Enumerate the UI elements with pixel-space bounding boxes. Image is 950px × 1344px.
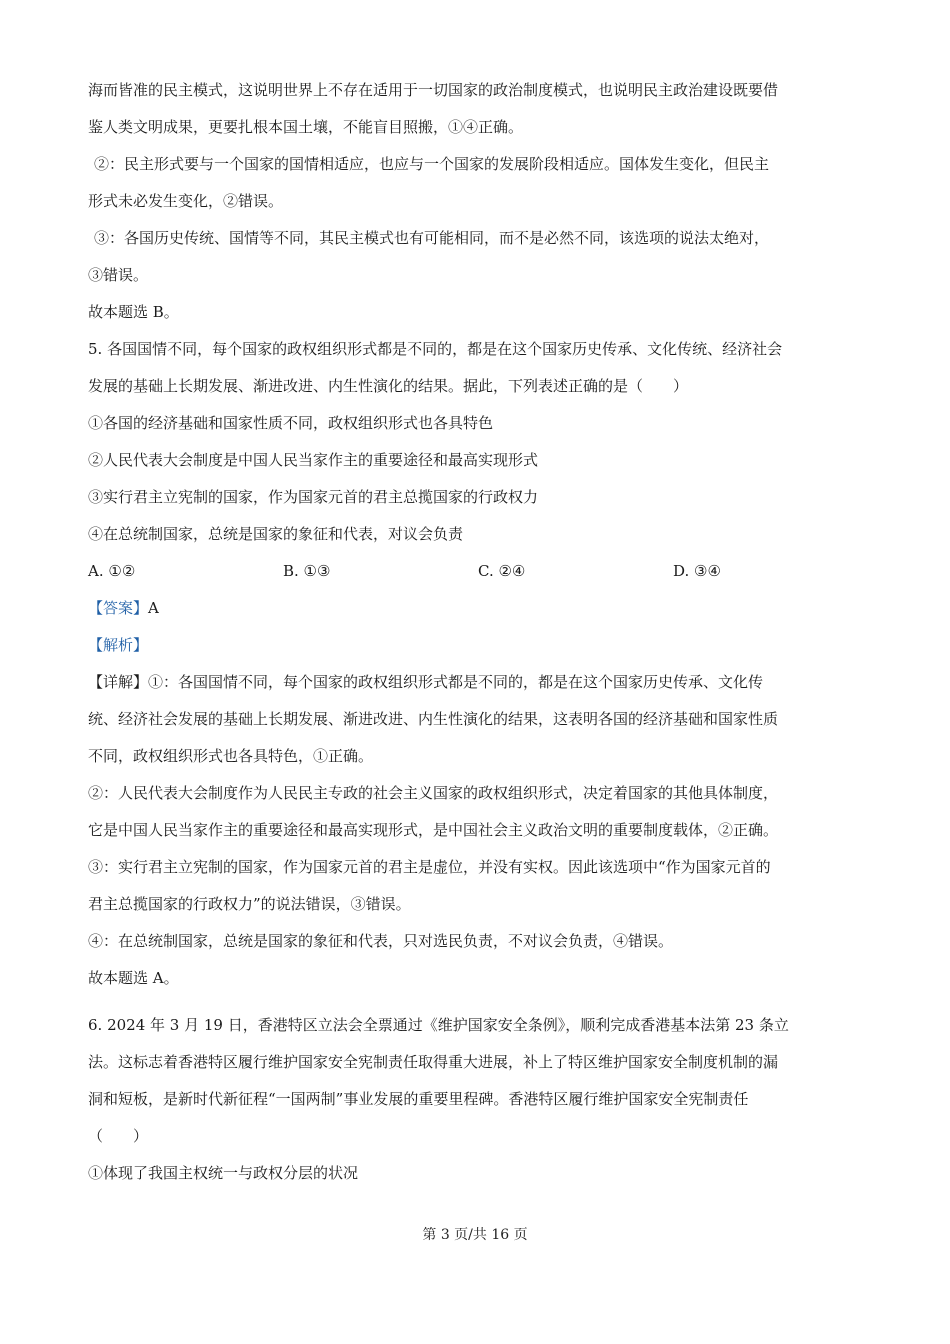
option-b: B. ①③ — [283, 562, 331, 580]
question-5-stem: 5. 各国国情不同，每个国家的政权组织形式都是不同的，都是在这个国家历史传承、文化传统、经济社会 — [88, 340, 783, 358]
page-footer: 第 3 页/共 16 页 — [422, 1227, 528, 1243]
text-line: 海而皆准的民主模式，这说明世界上不存在适用于一切国家的政治制度模式，也说明民主政治建设既要借 — [88, 81, 779, 99]
detail-line: 君主总揽国家的行政权力”的说法错误，③错误。 — [88, 895, 411, 913]
text-line: ②：民主形式要与一个国家的国情相适应，也应与一个国家的发展阶段相适应。国体发生变化，但民主 — [94, 155, 770, 173]
option-c: C. ②④ — [478, 562, 526, 580]
answer-value: A — [148, 599, 159, 617]
question-6-stem: 洞和短板，是新时代新征程“一国两制”事业发展的重要里程碑。香港特区履行维护国家安全宪制责任 — [88, 1090, 749, 1108]
question-6-stem: 6. 2024 年 3 月 19 日，香港特区立法会全票通过《维护国家安全条例》，顺利完成香港基本法第 23 条立 — [88, 1016, 789, 1034]
conclusion-line: 故本题选 A。 — [88, 969, 179, 987]
text-line: 鉴人类文明成果，更要扎根本国土壤，不能盲目照搬，①④正确。 — [88, 118, 524, 136]
detail-line: ④：在总统制国家，总统是国家的象征和代表，只对选民负责，不对议会负责，④错误。 — [88, 932, 674, 950]
text-line: ③：各国历史传统、国情等不同，其民主模式也有可能相同，而不是必然不同，该选项的说法太绝对， — [94, 229, 770, 247]
question-6-stem: （ ） — [88, 1127, 149, 1145]
analysis-line — [88, 627, 868, 664]
document-page — [88, 72, 868, 1192]
detail-line: 统、经济社会发展的基础上长期发展、渐进改进、内生性演化的结果，这表明各国的经济基础和国家性质 — [88, 710, 779, 728]
detail-line: ②：人民代表大会制度作为人民民主专政的社会主义国家的政权组织形式，决定着国家的其他具体制度， — [88, 784, 779, 802]
statement-item: ③实行君主立宪制的国家，作为国家元首的君主总揽国家的行政权力 — [88, 488, 539, 506]
option-d: D. ③④ — [673, 562, 721, 580]
detail-line: 【详解】①：各国国情不同，每个国家的政权组织形式都是不同的，都是在这个国家历史传承、文化传 — [88, 673, 764, 691]
analysis-tag: 【解析】 — [88, 636, 149, 654]
answer-options — [88, 553, 868, 590]
detail-line: 不同，政权组织形式也各具特色，①正确。 — [88, 747, 374, 765]
answer-line — [88, 590, 868, 627]
option-a: A. ①② — [88, 562, 136, 580]
question-5-stem: 发展的基础上长期发展、渐进改进、内生性演化的结果。据此，下列表述正确的是（ ） — [88, 377, 689, 395]
detail-line: ③：实行君主立宪制的国家，作为国家元首的君主是虚位，并没有实权。因此该选项中“作为国家元首的 — [88, 858, 771, 876]
text-line: ③错误。 — [88, 266, 149, 284]
answer-tag: 【答案】 — [88, 599, 149, 617]
statement-item: ①各国的经济基础和国家性质不同，政权组织形式也各具特色 — [88, 414, 494, 432]
statement-item: ①体现了我国主权统一与政权分层的状况 — [88, 1164, 359, 1182]
conclusion-line: 故本题选 B。 — [88, 303, 179, 321]
question-6-stem: 法。这标志着香港特区履行维护国家安全宪制责任取得重大进展，补上了特区维护国家安全制度机制的漏 — [88, 1053, 779, 1071]
text-line: 形式未必发生变化，②错误。 — [88, 192, 284, 210]
statement-item: ④在总统制国家，总统是国家的象征和代表，对议会负责 — [88, 525, 464, 543]
statement-item: ②人民代表大会制度是中国人民当家作主的重要途径和最高实现形式 — [88, 451, 539, 469]
detail-line: 它是中国人民当家作主的重要途径和最高实现形式，是中国社会主义政治文明的重要制度载体，②正确。 — [88, 821, 779, 839]
